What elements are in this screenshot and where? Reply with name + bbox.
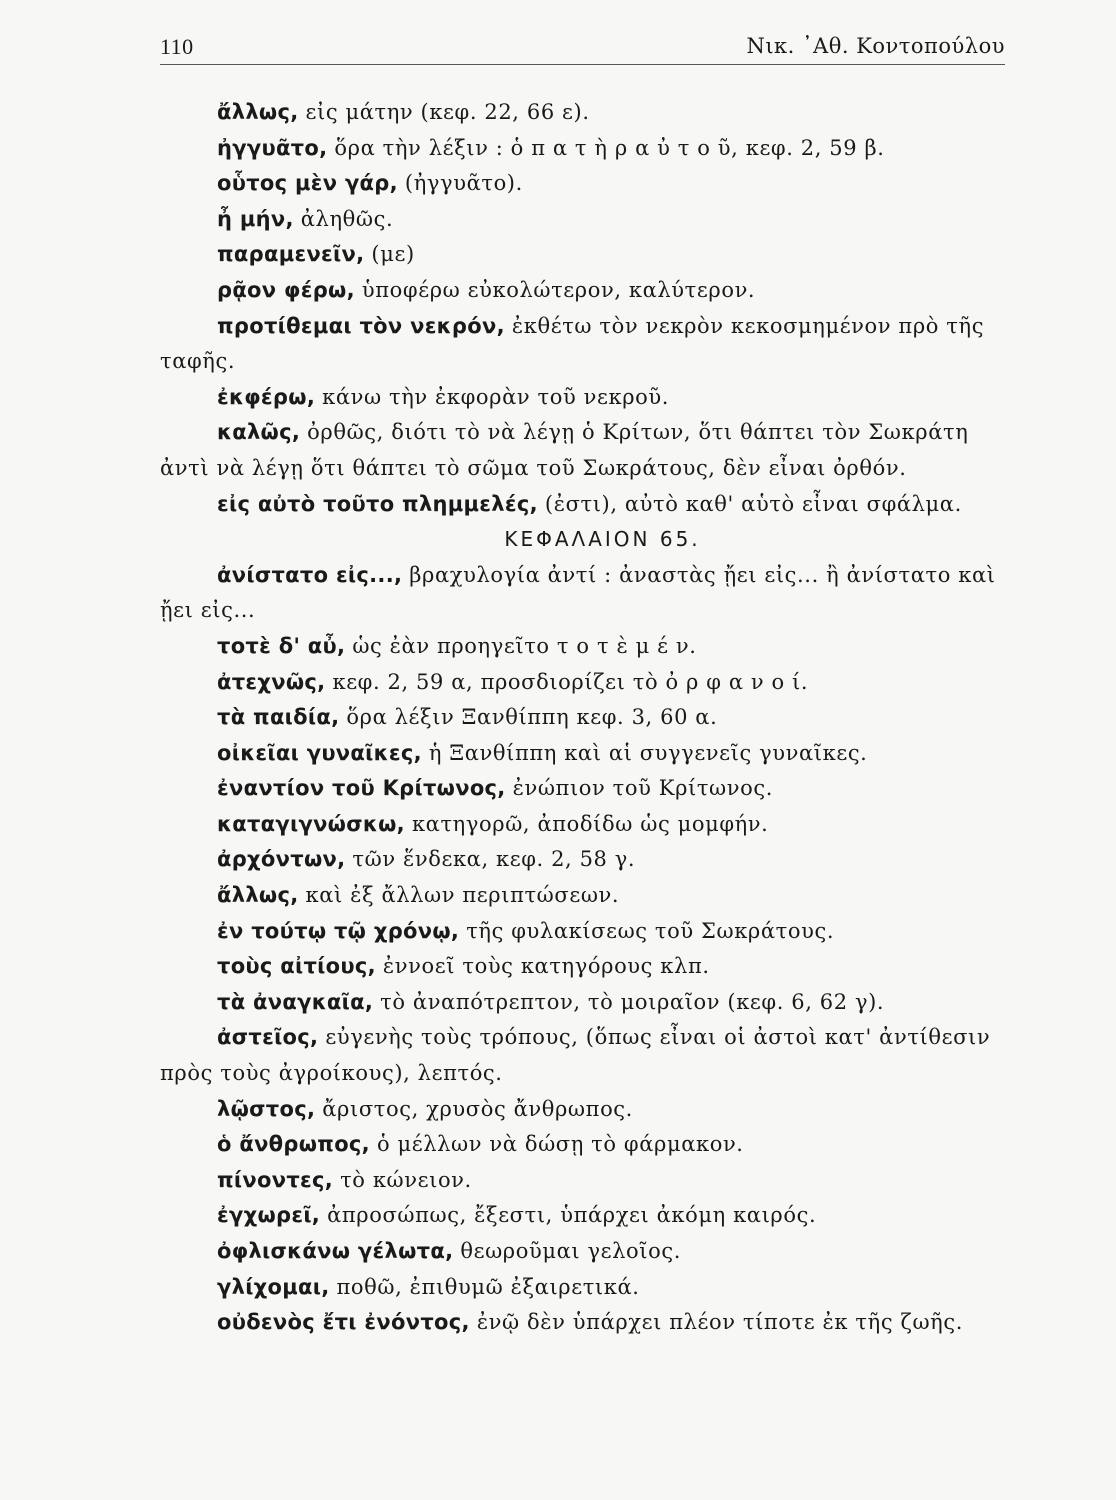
entry-gloss: ἀληθῶς. [300,206,394,231]
page-number: 110 [160,34,194,59]
entry-lemma: οὐδενὸς ἔτι ἐνόντος [217,1310,462,1335]
entry-lemma: τοὺς αἰτίους [217,954,368,979]
glossary-entry [160,914,1005,950]
entry-lemma: ὀφλισκάνω γέλωτα [217,1239,446,1263]
glossary-entry [160,771,1005,807]
glossary-entry [160,1270,1005,1306]
entry-lemma: ἀνίστατο εἰς... [217,562,394,587]
entry-separator: , [497,776,513,801]
glossary-entry [160,166,1005,202]
entry-gloss: τὸ ἀναπότρεπτον, τὸ μοιραῖον (κεφ. 6, 62 γ). [380,989,885,1014]
entry-gloss: θεωροῦμαι γελοῖος. [460,1239,681,1263]
glossary-entries [160,95,1005,1341]
glossary-entry [160,700,1005,736]
entry-lemma: ἐκφέρω [217,384,307,409]
chapter-heading: ΚΕΦΑΛΑΙΟΝ 65. [504,527,701,552]
glossary-entry [160,665,1005,701]
entry-separator: , [394,562,410,587]
entry-gloss: ἐνώπιον τοῦ Κρίτωνος. [512,776,774,801]
glossary-entry [160,1234,1005,1270]
glossary-entry [160,1305,1005,1341]
glossary-entry [160,1020,1005,1091]
entry-gloss: βραχυλογία ἀντί : ἀναστὰς ᾔει εἰς... ἢ ἀνίστατο καὶ ᾔει εἰς... [160,562,996,623]
glossary-entry [160,273,1005,309]
entry-separator: , [290,883,306,908]
entry-separator: , [321,1274,337,1299]
entry-separator: , [529,491,545,516]
glossary-entry [160,1198,1005,1234]
glossary-entry [160,878,1005,914]
glossary-entry [160,95,1005,131]
entry-separator: , [331,705,347,730]
entry-separator: , [324,1167,341,1192]
entry-gloss: ἐνῷ δὲν ὑπάρχει πλέον τίποτε ἐκ τῆς ζωῆς. [476,1310,963,1335]
glossary-entry [160,558,1005,629]
entry-separator: , [310,1025,326,1050]
entry-separator: , [306,384,323,409]
entry-gloss: ὅρα τὴν λέξιν : ὁ π α τ ὴ ρ α ὐ τ ο ῦ, κεφ. 2, 59 β. [334,135,885,160]
entry-gloss: κεφ. 2, 59 α, προσδιορίζει τὸ ὀ ρ φ α ν ο ί. [332,669,809,694]
entry-separator: , [346,277,362,302]
entry-gloss: ὑποφέρω εὐκολώτερον, καλύτερον. [361,277,756,302]
entry-separator: , [445,1239,461,1263]
glossary-entry [160,487,1005,523]
entry-separator: , [496,313,512,338]
entry-separator: , [364,989,381,1014]
entry-separator: , [450,918,467,943]
entry-lemma: προτίθεμαι τὸν νεκρόν [217,313,497,338]
entry-lemma: ἄλλως [217,100,291,124]
entry-lemma: ἀρχόντων [217,847,338,872]
glossary-entry [160,1163,1005,1199]
entry-separator: , [389,171,405,196]
glossary-entry [160,1127,1005,1163]
entry-lemma: τοτὲ δ' αὖ [217,633,338,658]
glossary-entry [160,131,1005,167]
entry-separator: , [337,847,353,872]
page-header [160,30,1005,64]
entry-gloss: ἀπροσώπως, ἔξεστι, ὑπάρχει ἀκόμη καιρός. [327,1203,817,1228]
entry-lemma: ἐν τούτῳ τῷ χρόνῳ [217,918,451,943]
entry-separator: , [290,100,306,124]
entry-gloss: ποθῶ, ἐπιθυμῶ ἐξαιρετικά. [336,1274,640,1299]
entry-lemma: ἦ μήν [217,206,286,231]
entry-separator: , [319,135,335,160]
entry-gloss: κάνω τὴν ἐκφορὰν τοῦ νεκροῦ. [322,384,670,409]
entry-gloss: ἄριστος, χρυσὸς ἄνθρωπος. [322,1096,633,1121]
entry-lemma: ἀτεχνῶς [217,669,318,694]
glossary-entry [160,415,1005,486]
glossary-entry [160,1092,1005,1128]
entry-gloss: κατηγορῶ, ἀποδίδω ὡς μομφήν. [411,811,769,836]
glossary-entry [160,380,1005,416]
entry-lemma: παραμενεῖν [217,242,357,267]
entries-before-chapter [160,95,1005,522]
entry-gloss: καὶ ἐξ ἄλλων περιπτώσεων. [305,883,620,908]
entry-separator: , [317,669,333,694]
entry-separator: , [413,740,429,765]
entry-lemma: ἐγχωρεῖ [217,1203,312,1228]
entry-lemma: ἐναντίον τοῦ Κρίτωνος [217,776,498,801]
running-head: Νικ. ᾿Αθ. Κοντοπούλου [746,34,1005,58]
entry-gloss: εὐγενὴς τοὺς τρόπους, (ὅπως εἶναι οἱ ἀστοὶ κατ' ἀντίθεσιν πρὸς τοὺς ἀγροίκους), λεπτός. [160,1025,991,1086]
entry-lemma: πίνοντες [217,1167,325,1192]
entry-separator: , [461,1310,477,1335]
entry-gloss: (ἠγγυᾶτο). [404,171,523,196]
entry-separator: , [396,811,412,836]
entry-separator: , [291,420,308,445]
entry-lemma: καλῶς [217,420,292,445]
header-rule [160,64,1005,65]
entry-gloss: (ἐστι), αὐτὸ καθ' αὑτὸ εἶναι σφάλμα. [544,491,962,516]
entry-lemma: ἠγγυᾶτο [217,135,320,160]
entry-gloss: (με) [371,242,415,267]
entry-gloss: τὸ κώνειον. [340,1167,472,1192]
entry-lemma: καταγιγνώσκω [217,811,397,836]
glossary-entry [160,807,1005,843]
entry-lemma: οἰκεῖαι γυναῖκες [217,740,414,765]
entry-separator: , [306,1096,323,1121]
glossary-entry [160,309,1005,380]
glossary-entry [160,237,1005,273]
glossary-entry [160,985,1005,1021]
entry-gloss: ὁ μέλλων νὰ δώσῃ τὸ φάρμακον. [376,1132,744,1157]
entry-lemma: τὰ παιδία [217,705,332,730]
entry-gloss: εἰς μάτην (κεφ. 22, 66 ε). [305,100,590,124]
glossary-entry [160,736,1005,772]
entries-after-chapter [160,558,1005,1341]
entry-lemma: εἰς αὐτὸ τοῦτο πλημμελές [217,491,530,516]
entry-lemma: τὰ ἀναγκαῖα [217,989,365,1014]
entry-lemma: λῷστος [217,1096,307,1121]
glossary-entry [160,629,1005,665]
entry-separator: , [361,1132,377,1157]
entry-gloss: ἐννοεῖ τοὺς κατηγόρους κλπ. [382,954,710,979]
entry-lemma: γλίχομαι [217,1274,322,1299]
entry-lemma: ἄλλως [217,883,291,908]
entry-gloss: ὡς ἐὰν προηγεῖτο τ ο τ ὲ μ έ ν. [352,633,697,658]
entry-lemma: ρᾷον φέρω [217,277,347,302]
entry-separator: , [311,1203,328,1228]
entry-gloss: ἐκθέτω τὸν νεκρὸν κεκοσμημένον πρὸ τῆς ταφῆς. [160,313,985,374]
entry-separator: , [337,633,353,658]
entry-lemma: ὁ ἄνθρωπος [217,1132,362,1157]
glossary-entry [160,949,1005,985]
entry-separator: , [367,954,383,979]
entry-separator: , [356,242,372,267]
entry-gloss: τῶν ἕνδεκα, κεφ. 2, 58 γ. [352,847,636,872]
entry-lemma: οὗτος μὲν γάρ [217,171,390,196]
entry-lemma: ἀστεῖος [217,1025,311,1050]
glossary-entry [160,842,1005,878]
entry-gloss: ὅρα λέξιν Ξανθίππη κεφ. 3, 60 α. [346,705,718,730]
entry-gloss: τῆς φυλακίσεως τοῦ Σωκράτους. [466,918,835,943]
entry-gloss: ἡ Ξανθίππη καὶ αἱ συγγενεῖς γυναῖκες. [428,740,868,765]
entry-separator: , [285,206,301,231]
entry-gloss: ὀρθῶς, διότι τὸ νὰ λέγῃ ὁ Κρίτων, ὅτι θάπτει τὸν Σωκράτη ἀντὶ νὰ λέγῃ ὅτι θάπτει τὸ σῶμα τοῦ Σωκράτους, δὲν εἶναι ὀρθόν. [160,420,969,480]
glossary-entry [160,202,1005,238]
